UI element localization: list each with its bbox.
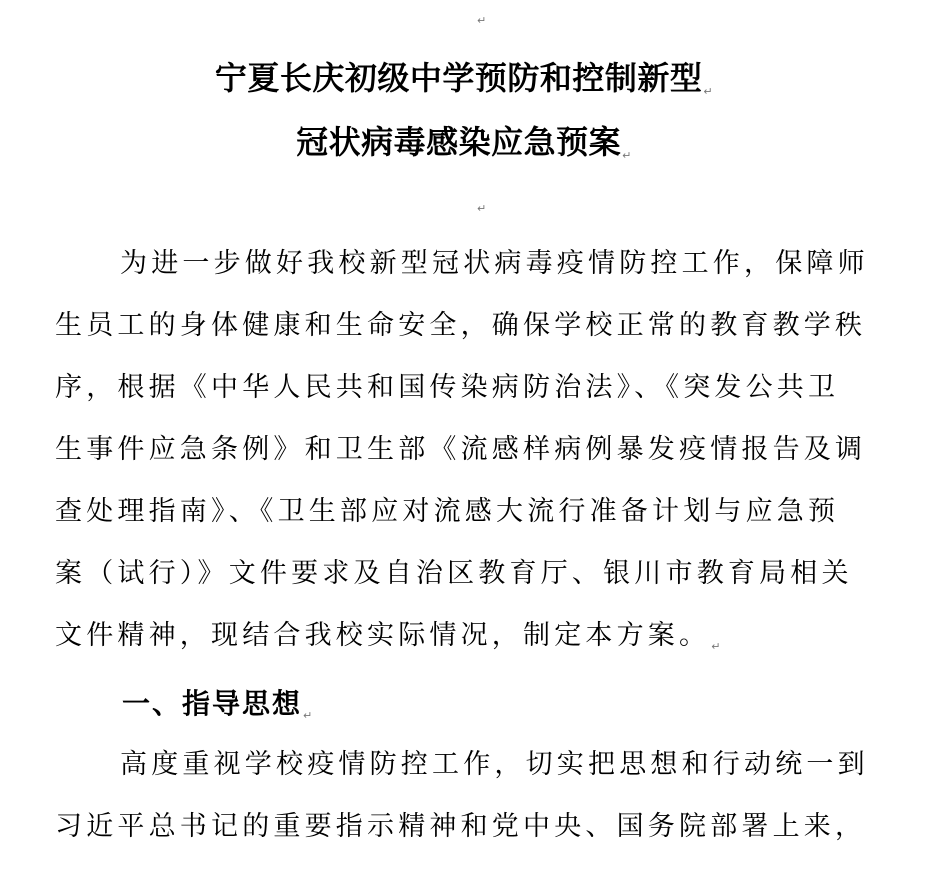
paragraph-mark-icon: ↵ <box>711 640 721 653</box>
intro-paragraph-line: 生事件应急条例》和卫生部《流感样病例暴发疫情报告及调 <box>55 434 867 465</box>
document-title-line-1 <box>0 58 928 112</box>
intro-paragraph-text: 文件精神，现结合我校实际情况，制定本方案。 <box>55 620 711 651</box>
section-paragraph-line: 习近平总书记的重要指示精神和党中央、国务院部署上来， <box>55 811 867 842</box>
intro-paragraph-last-line <box>55 605 885 678</box>
intro-paragraph-line: 查处理指南》、《卫生部应对流感大流行准备计划与应急预 <box>55 496 840 527</box>
intro-paragraph-line: 生员工的身体健康和生命安全，确保学校正常的教育教学秩 <box>55 310 867 341</box>
paragraph-mark-icon: ↵ <box>477 202 487 215</box>
paragraph-mark-icon: ↵ <box>703 85 714 98</box>
title-text-2: 冠状病毒感染应急预案 <box>296 123 622 161</box>
title-text-1: 宁夏长庆初级中学预防和控制新型 <box>214 59 703 97</box>
intro-paragraph-line: 序，根据《中华人民共和国传染病防治法》、《突发公共卫 <box>55 372 840 403</box>
section-paragraph-line: 高度重视学校疫情防控工作，切实把思想和行动统一到 <box>120 749 869 780</box>
paragraph-mark-icon: ↵ <box>477 14 487 27</box>
section-heading-text: 一、指导思想 <box>122 687 303 720</box>
intro-paragraph-line: 为进一步做好我校新型冠状病毒疫情防控工作，保障师 <box>120 248 869 279</box>
intro-paragraph-line: 案（试行）》文件要求及自治区教育厅、银川市教育局相关 <box>55 558 853 589</box>
paragraph-mark-icon: ↵ <box>622 149 632 162</box>
document-title-line-2 <box>0 122 928 176</box>
section-heading <box>122 684 312 736</box>
paragraph-mark-icon: ↵ <box>303 709 313 722</box>
